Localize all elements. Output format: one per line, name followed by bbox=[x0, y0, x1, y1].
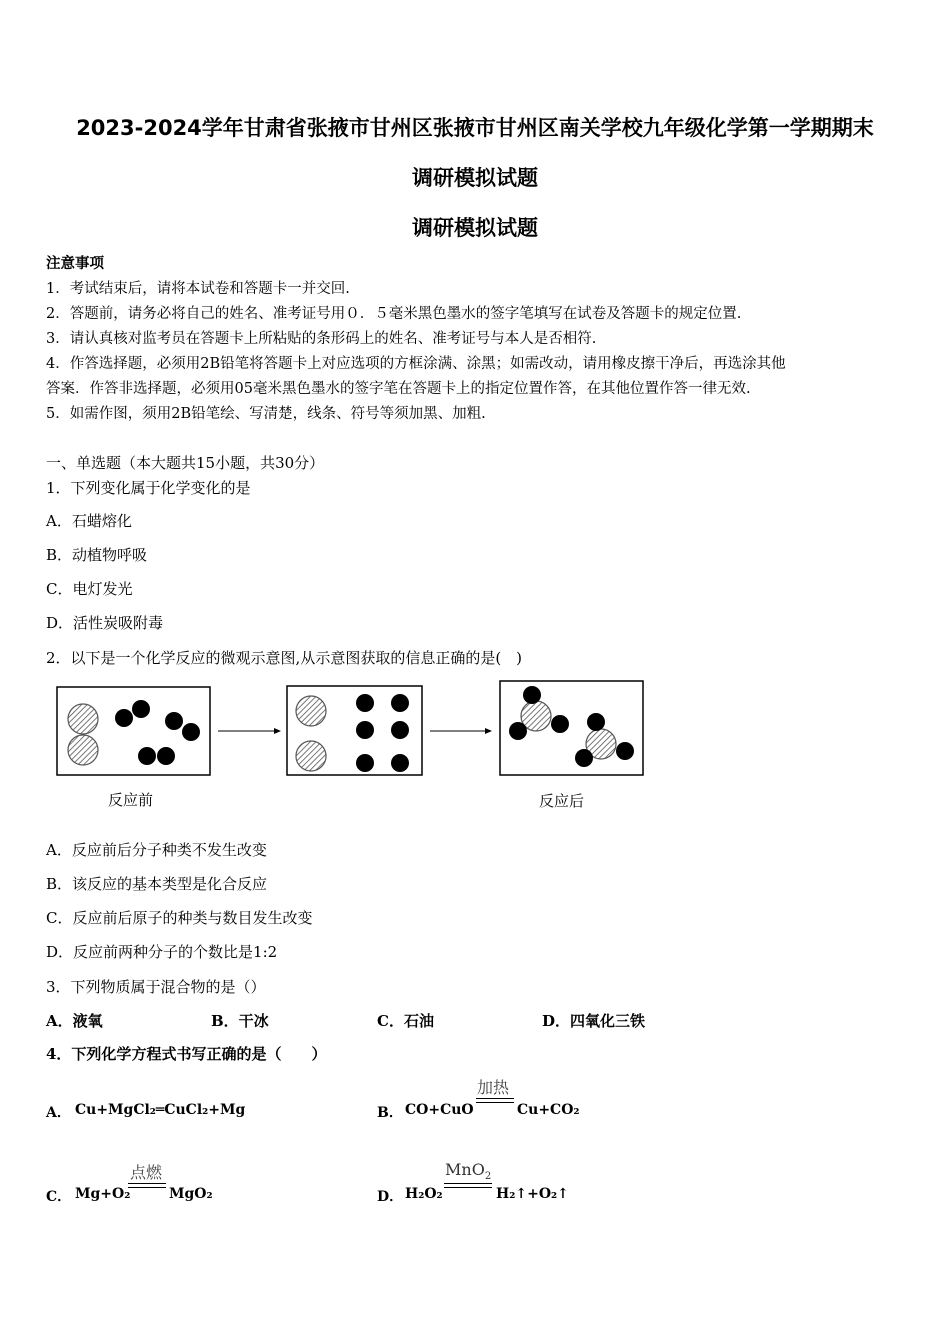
black-atom bbox=[356, 721, 374, 739]
q4-option-a-equation: Cu+MgCl₂═CuCl₂+Mg bbox=[75, 1102, 246, 1118]
black-atom bbox=[391, 754, 409, 772]
q4-option-d-condition bbox=[445, 1160, 491, 1182]
page-title-line2: 调研模拟试题 bbox=[412, 166, 538, 190]
q1-stem: 1．下列变化属于化学变化的是 bbox=[46, 479, 251, 497]
page-title-line3: 调研模拟试题 bbox=[412, 216, 538, 240]
q4-option-b-condition: 加热 bbox=[477, 1078, 510, 1097]
black-atom bbox=[509, 722, 527, 740]
black-atom bbox=[551, 715, 569, 733]
q4-option-d-reactants: H₂O₂ bbox=[405, 1186, 443, 1202]
q1-option-b: B．动植物呼吸 bbox=[46, 546, 148, 564]
black-atom bbox=[182, 723, 200, 741]
q4-option-c-label: C． bbox=[46, 1189, 72, 1205]
black-atom bbox=[115, 709, 133, 727]
notice-item-1: 1．考试结束后，请将本试卷和答题卡一并交回. bbox=[46, 281, 350, 297]
black-atom bbox=[391, 694, 409, 712]
q2-option-b: B．该反应的基本类型是化合反应 bbox=[46, 875, 268, 893]
q1-option-d: D．活性炭吸附毒 bbox=[46, 614, 164, 632]
q2-stem: 2．以下是一个化学反应的微观示意图,从示意图获取的信息正确的是( ) bbox=[46, 649, 523, 667]
black-atom bbox=[587, 713, 605, 731]
q4-option-d-products: H₂↑+O₂↑ bbox=[496, 1186, 569, 1202]
q4-option-b-products: Cu+CO₂ bbox=[517, 1102, 580, 1118]
black-atom bbox=[523, 686, 541, 704]
q3-option-b: B．干冰 bbox=[211, 1012, 269, 1030]
q4-option-c-condition: 点燃 bbox=[130, 1163, 163, 1182]
black-atom bbox=[157, 747, 175, 765]
q4-option-c-products: MgO₂ bbox=[169, 1186, 213, 1202]
q4-option-b-reactants: CO+CuO bbox=[405, 1102, 474, 1118]
q2-option-c: C．反应前后原子的种类与数目发生改变 bbox=[46, 909, 313, 927]
black-atom bbox=[575, 749, 593, 767]
black-atom bbox=[138, 747, 156, 765]
notice-item-2: 2．答题前，请务必将自己的姓名、准考证号用０．５毫米黑色墨水的签字笔填写在试卷及答题卡的规定位置. bbox=[46, 306, 742, 322]
q3-stem: 3．下列物质属于混合物的是（） bbox=[46, 978, 266, 996]
double-line-sign bbox=[476, 1098, 514, 1103]
hatched-atom bbox=[68, 704, 98, 734]
hatched-atom bbox=[296, 741, 326, 771]
notice-item-4-cont: 答案．作答非选择题，必须用05毫米黑色墨水的签字笔在答题卡上的指定位置作答，在其他位置作答一律无效. bbox=[46, 381, 751, 397]
page-title-line1: 2023-2024学年甘肃省张掖市甘州区张掖市甘州区南关学校九年级化学第一学期期末 bbox=[76, 116, 874, 140]
section-heading: 一、单选题（本大题共15小题，共30分） bbox=[46, 454, 325, 472]
q4-option-b-label: B． bbox=[377, 1105, 403, 1121]
black-atom bbox=[165, 712, 183, 730]
hatched-atom bbox=[296, 696, 326, 726]
hatched-atom bbox=[68, 735, 98, 765]
arrow-head bbox=[274, 728, 281, 734]
notice-item-5: 5．如需作图，须用2B铅笔绘、写清楚，线条、符号等须加黑、加粗. bbox=[46, 406, 486, 422]
caption-after: 反应后 bbox=[539, 792, 585, 810]
notice-item-4: 4．作答选择题，必须用2B铅笔将答题卡上对应选项的方框涂满、涂黑；如需改动，请用橡皮擦干净后，再选涂其他 bbox=[46, 356, 786, 372]
black-atom bbox=[616, 742, 634, 760]
arrow-head bbox=[485, 728, 492, 734]
notice-item-3: 3．请认真核对监考员在答题卡上所粘贴的条形码上的姓名、准考证号与本人是否相符. bbox=[46, 331, 597, 347]
double-line-sign bbox=[444, 1183, 492, 1188]
q1-option-c: C．电灯发光 bbox=[46, 580, 133, 598]
catalyst-subscript: 2 bbox=[484, 1171, 492, 1183]
black-atom bbox=[391, 721, 409, 739]
q4-option-c-reactants: Mg+O₂ bbox=[75, 1186, 131, 1202]
double-line-sign bbox=[128, 1183, 166, 1188]
q2-option-d: D．反应前两种分子的个数比是1:2 bbox=[46, 943, 278, 961]
q3-option-a: A．液氧 bbox=[46, 1012, 103, 1030]
catalyst-formula: MnO bbox=[445, 1160, 485, 1179]
black-atom bbox=[356, 754, 374, 772]
q4-option-d-label: D． bbox=[377, 1189, 404, 1205]
black-atom bbox=[132, 700, 150, 718]
q3-option-d: D．四氧化三铁 bbox=[542, 1012, 646, 1030]
q1-option-a: A．石蜡熔化 bbox=[46, 512, 132, 530]
q2-option-a: A．反应前后分子种类不发生改变 bbox=[46, 841, 267, 859]
q4-option-a-label: A． bbox=[46, 1105, 71, 1121]
caption-before: 反应前 bbox=[108, 791, 154, 809]
notice-heading: 注意事项 bbox=[46, 255, 104, 272]
black-atom bbox=[356, 694, 374, 712]
q3-option-c: C．石油 bbox=[377, 1012, 434, 1030]
q4-stem: 4．下列化学方程式书写正确的是（ ） bbox=[46, 1045, 327, 1063]
